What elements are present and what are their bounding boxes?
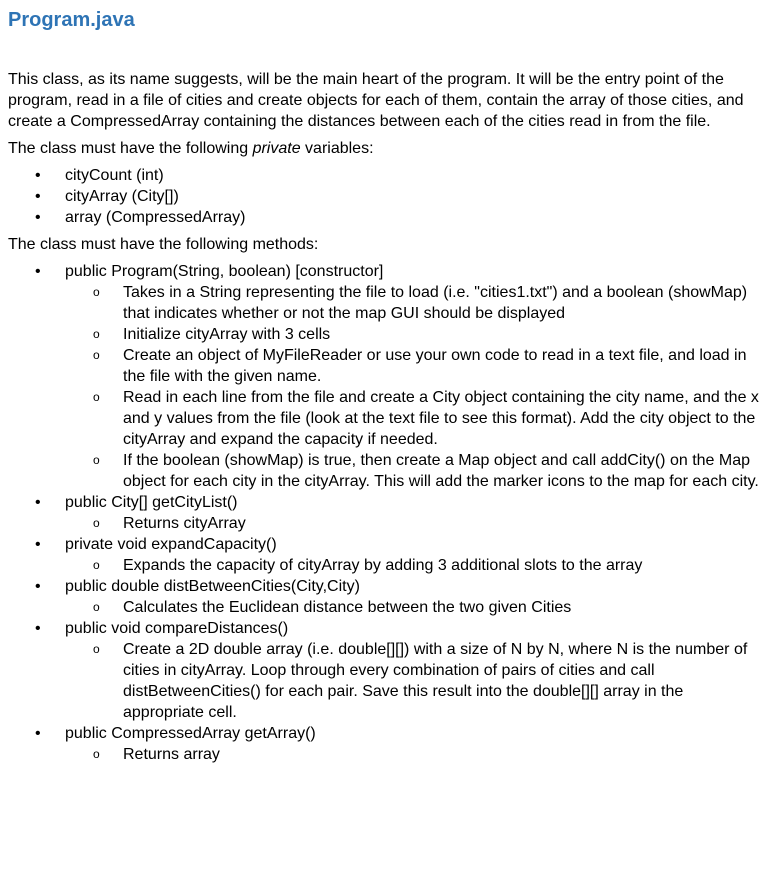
method-details: [65, 597, 760, 618]
method-detail: o Initialize cityArray with 3 cells: [65, 324, 760, 345]
method-detail: o Create an object of MyFileReader or use your own code to read in a text file, and load in the file with the given name.: [65, 345, 760, 387]
method-details: [65, 513, 760, 534]
method-signature: private void expandCapacity(): [65, 536, 277, 553]
variable-item: • cityArray (City[]): [8, 186, 760, 207]
method-item: [8, 576, 760, 618]
method-item: [8, 492, 760, 534]
variable-item: • cityCount (int): [8, 165, 760, 186]
method-details: [65, 639, 760, 723]
variables-heading-text: The class must have the following: [8, 140, 253, 157]
variables-heading-emphasis: private: [252, 140, 301, 157]
method-detail: o Read in each line from the file and create a City object containing the city name, and the x and y values from the file (look at the text file to see this format). Add the city object to the cityArray and expand the capacity if needed.: [65, 387, 760, 450]
variable-item: • array (CompressedArray): [8, 207, 760, 228]
method-details: [65, 555, 760, 576]
methods-heading: The class must have the following methods:: [8, 236, 319, 253]
method-detail: o Calculates the Euclidean distance between the two given Cities: [65, 597, 760, 618]
method-item: [8, 618, 760, 723]
method-details: [65, 744, 760, 765]
methods-list: [8, 261, 760, 765]
method-detail: o Create a 2D double array (i.e. double[][]) with a size of N by N, where N is the number of cities in cityArray. Loop through every combination of pairs of cities and call distBetweenCities() for each pair. Save this result into the double[][] array in the appropriate cell.: [65, 639, 760, 723]
method-signature: public CompressedArray getArray(): [65, 725, 316, 742]
method-item: [8, 723, 760, 765]
method-item: [8, 534, 760, 576]
method-detail: o Takes in a String representing the file to load (i.e. "cities1.txt") and a boolean (showMap) that indicates whether or not the map GUI should be displayed: [65, 282, 760, 324]
method-signature: public Program(String, boolean) [constructor]: [65, 263, 384, 280]
method-detail: o Returns cityArray: [65, 513, 760, 534]
method-detail: o Expands the capacity of cityArray by adding 3 additional slots to the array: [65, 555, 760, 576]
variables-heading-suffix: variables:: [300, 140, 374, 157]
method-detail: o If the boolean (showMap) is true, then create a Map object and call addCity() on the Map object for each city in the cityArray. This will add the marker icons to the map for each city.: [65, 450, 760, 492]
method-item: [8, 261, 760, 492]
method-signature: public void compareDistances(): [65, 620, 289, 637]
method-signature: public City[] getCityList(): [65, 494, 238, 511]
method-detail: o Returns array: [65, 744, 760, 765]
intro-paragraph: This class, as its name suggests, will be the main heart of the program. It will be the entry point of the program, read in a file of cities and create objects for each of them, contain the array of those cities, and create a CompressedArray containing the distances between each of the cities read in from the file.: [8, 71, 744, 130]
variables-heading: [8, 138, 760, 159]
method-signature: public double distBetweenCities(City,City): [65, 578, 360, 595]
method-details: [65, 282, 760, 492]
variables-list: [8, 165, 760, 228]
page-title: Program.java: [8, 9, 135, 31]
